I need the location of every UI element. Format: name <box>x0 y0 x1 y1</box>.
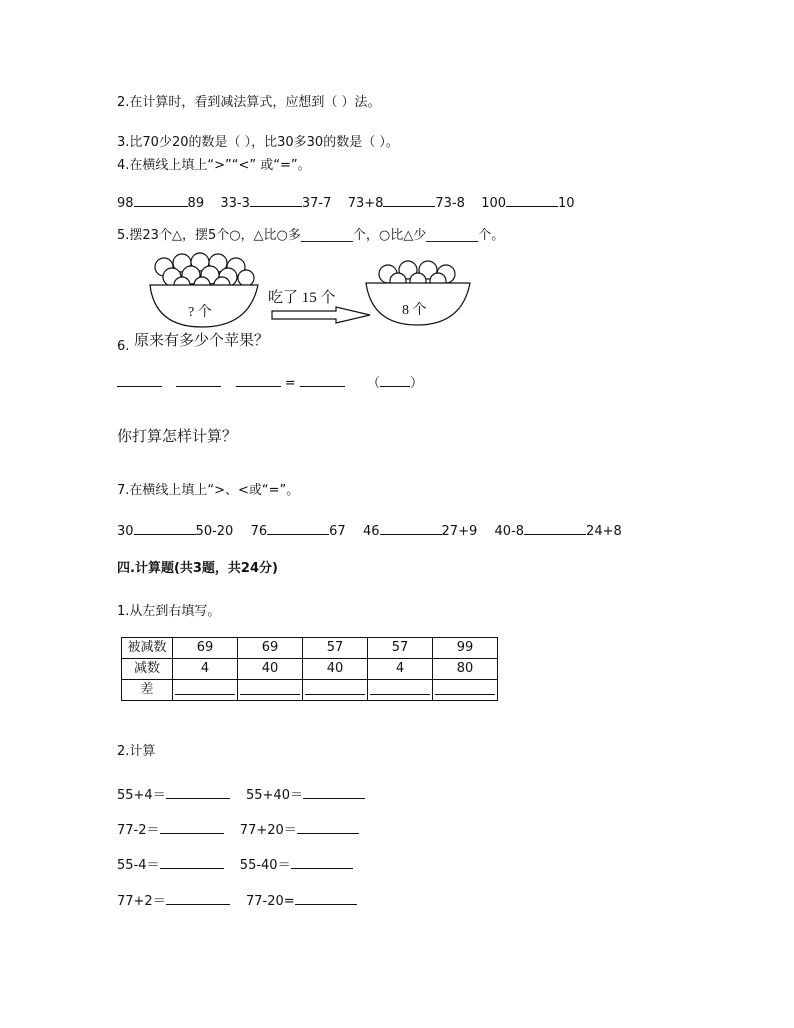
calc-expression: 55+40＝ <box>246 788 303 803</box>
table-cell: 57 <box>368 638 433 659</box>
subtraction-table <box>121 637 498 701</box>
answer-blank[interactable] <box>117 372 162 387</box>
difference-cell[interactable] <box>238 680 303 701</box>
answer-blank[interactable] <box>383 192 435 207</box>
unit-blank[interactable] <box>380 372 410 387</box>
compare-left: 100 <box>481 196 507 211</box>
calc-expression: 77+20＝ <box>239 823 297 838</box>
question-7-items <box>117 520 622 541</box>
question-6-equation <box>117 372 423 393</box>
answer-blank[interactable] <box>166 890 230 905</box>
section-4-question-2: 2.计算 <box>117 744 156 759</box>
question-6-followup: 你打算怎样计算？ <box>117 427 238 445</box>
right-basket-label: 8 个 <box>402 303 427 318</box>
table-cell: 40 <box>303 659 368 680</box>
compare-right: 27+9 <box>441 524 478 539</box>
answer-blank[interactable] <box>134 520 196 535</box>
question-4-items <box>117 192 575 213</box>
question-2: 2.在计算时，看到减法算式，应想到（ ）法。 <box>117 95 381 110</box>
question-3: 3.比70少20的数是（ ），比30多30的数是（ ）。 <box>117 135 399 150</box>
difference-cell[interactable] <box>368 680 433 701</box>
table-cell: 99 <box>433 638 498 659</box>
compare-left: 46 <box>362 524 380 539</box>
table-row <box>122 680 498 701</box>
calc-expression: 77+2＝ <box>117 894 166 909</box>
compare-right: 37-7 <box>301 196 332 211</box>
section-4-heading: 四.计算题(共3题，共24分) <box>117 561 278 576</box>
question-6-text: 原来有多少个苹果？ <box>134 331 270 349</box>
answer-blank[interactable] <box>176 372 221 387</box>
compare-left: 98 <box>117 196 134 211</box>
compare-right: 10 <box>558 196 575 211</box>
calc-expression: 77-20= <box>246 894 295 909</box>
table-cell: 80 <box>433 659 498 680</box>
question-6-number: 6. <box>117 339 130 354</box>
row-label: 差 <box>122 680 173 701</box>
table-row <box>122 659 498 680</box>
compare-left: 30 <box>117 524 134 539</box>
answer-blank[interactable] <box>506 192 558 207</box>
calc-row <box>117 784 365 805</box>
compare-left: 73+8 <box>347 196 384 211</box>
difference-cell[interactable] <box>433 680 498 701</box>
answer-blank[interactable] <box>295 890 357 905</box>
compare-right: 24+8 <box>586 524 622 539</box>
calc-row <box>117 854 353 875</box>
compare-right: 89 <box>187 196 205 211</box>
compare-right: 73-8 <box>435 196 465 211</box>
answer-blank[interactable] <box>236 372 281 387</box>
compare-left: 40-8 <box>494 524 525 539</box>
answer-blank[interactable] <box>166 784 230 799</box>
calc-row <box>117 890 357 911</box>
table-cell: 57 <box>303 638 368 659</box>
left-basket-label: ? 个 <box>188 305 212 320</box>
compare-left: 33-3 <box>220 196 250 211</box>
answer-blank[interactable] <box>300 372 345 387</box>
table-cell: 4 <box>368 659 433 680</box>
table-cell: 69 <box>173 638 238 659</box>
paren-close: ） <box>410 376 424 391</box>
difference-cell[interactable] <box>303 680 368 701</box>
compare-right: 67 <box>329 524 346 539</box>
calc-row <box>117 819 359 840</box>
equals-sign: = <box>284 376 296 391</box>
compare-left: 76 <box>250 524 268 539</box>
table-row <box>122 638 498 659</box>
arrow-label: 吃了 15 个 <box>268 290 336 306</box>
answer-blank[interactable] <box>303 784 365 799</box>
answer-blank[interactable] <box>380 520 442 535</box>
row-label: 被减数 <box>122 638 173 659</box>
question-5: 5.摆23个△，摆5个○，△比○多________个，○比△少________个。 <box>117 228 505 243</box>
right-arrow-icon <box>272 307 370 323</box>
table-cell: 4 <box>173 659 238 680</box>
table-cell: 40 <box>238 659 303 680</box>
answer-blank[interactable] <box>250 192 302 207</box>
calc-expression: 55-4＝ <box>117 858 160 873</box>
answer-blank[interactable] <box>160 819 224 834</box>
answer-blank[interactable] <box>160 854 224 869</box>
table-cell: 69 <box>238 638 303 659</box>
difference-cell[interactable] <box>173 680 238 701</box>
answer-blank[interactable] <box>134 192 188 207</box>
section-4-question-1: 1.从左到右填写。 <box>117 604 221 619</box>
calc-expression: 77-2＝ <box>117 823 160 838</box>
answer-blank[interactable] <box>524 520 586 535</box>
compare-right: 50-20 <box>195 524 234 539</box>
row-label: 减数 <box>122 659 173 680</box>
calc-expression: 55+4＝ <box>117 788 166 803</box>
question-4-prompt: 4.在横线上填上“>”“<” 或“=”。 <box>117 158 311 173</box>
calc-expression: 55-40＝ <box>239 858 291 873</box>
paren-open: （ <box>367 376 381 391</box>
answer-blank[interactable] <box>267 520 329 535</box>
answer-blank[interactable] <box>291 854 353 869</box>
question-7-prompt: 7.在横线上填上“>、<或“=”。 <box>117 483 300 498</box>
apple-illustration <box>140 245 480 335</box>
answer-blank[interactable] <box>297 819 359 834</box>
